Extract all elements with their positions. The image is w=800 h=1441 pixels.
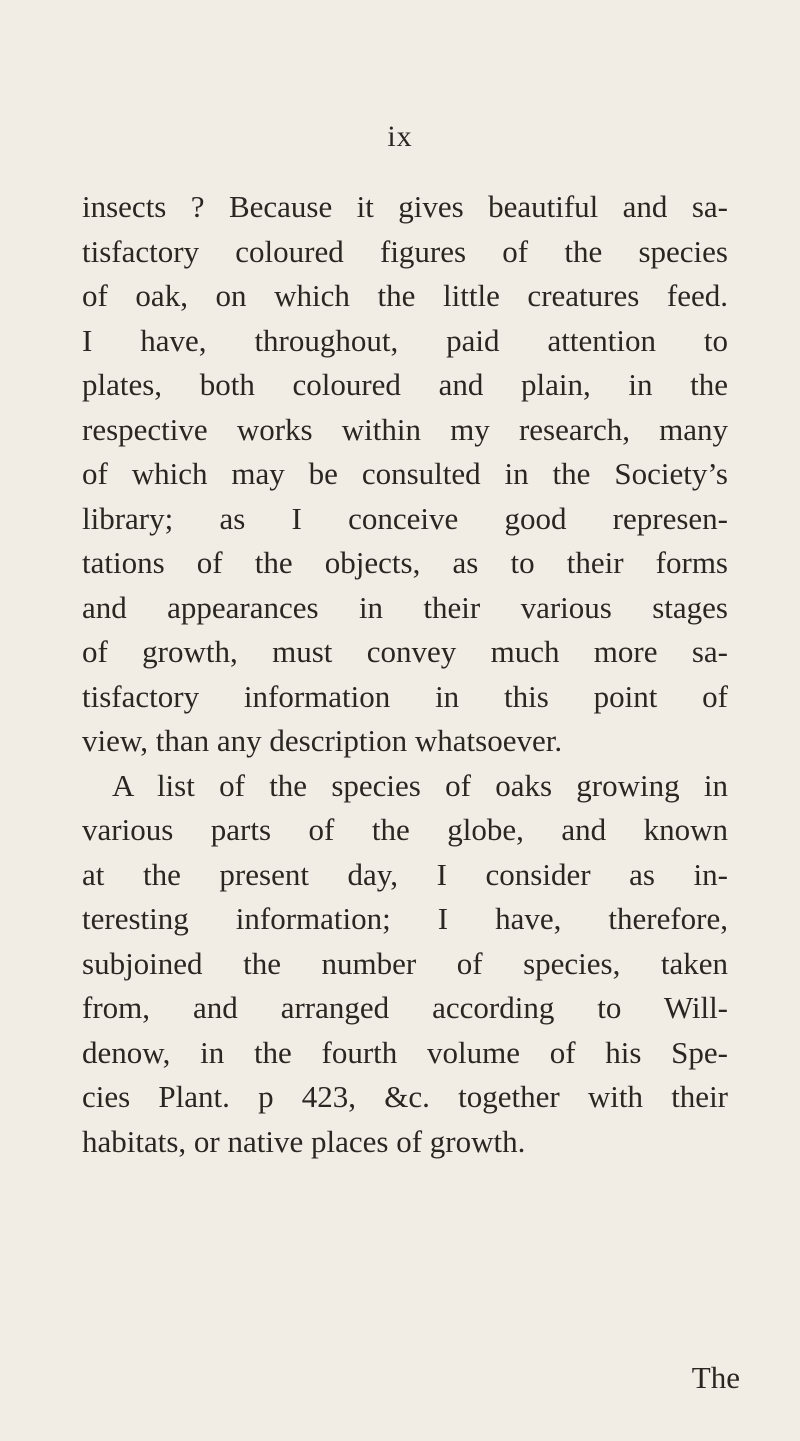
text-line: library; as I conceive good represen- xyxy=(82,500,728,536)
text-line: A list of the species of oaks growing in xyxy=(112,767,728,803)
text-line: subjoined the number of species, taken xyxy=(82,945,728,981)
text-line: of which may be consulted in the Society’s xyxy=(82,456,728,491)
text-line: insects ? Because it gives beautiful and sa- xyxy=(82,189,728,224)
text-line: cies Plant. p 423, &c. together with their xyxy=(82,1079,728,1114)
text-line: tisfactory coloured figures of the species xyxy=(82,233,728,269)
text-line: tisfactory information in this point of xyxy=(82,678,728,714)
text-line: various parts of the globe, and known xyxy=(82,812,728,847)
catchword: The xyxy=(691,1360,740,1395)
text-line: of oak, on which the little creatures feed. xyxy=(82,278,728,313)
text-line: respective works within my research, many xyxy=(82,411,728,447)
text-line: tations of the objects, as to their forms xyxy=(82,545,728,580)
text-line: denow, in the fourth volume of his Spe- xyxy=(82,1034,728,1070)
text-line: habitats, or native places of growth. xyxy=(82,1123,526,1159)
text-line: at the present day, I consider as in- xyxy=(82,856,728,892)
text-line: I have, throughout, paid attention to xyxy=(82,322,728,358)
page-number: ix xyxy=(387,120,413,153)
text-line: from, and arranged according to Will- xyxy=(82,990,728,1025)
body-text xyxy=(82,185,728,1164)
text-line: view, than any description whatsoever. xyxy=(82,723,563,758)
text-line: teresting information; I have, therefore, xyxy=(82,901,728,936)
text-line: and appearances in their various stages xyxy=(82,589,728,625)
text-line: of growth, must convey much more sa- xyxy=(82,634,728,669)
text-line: plates, both coloured and plain, in the xyxy=(82,367,728,402)
